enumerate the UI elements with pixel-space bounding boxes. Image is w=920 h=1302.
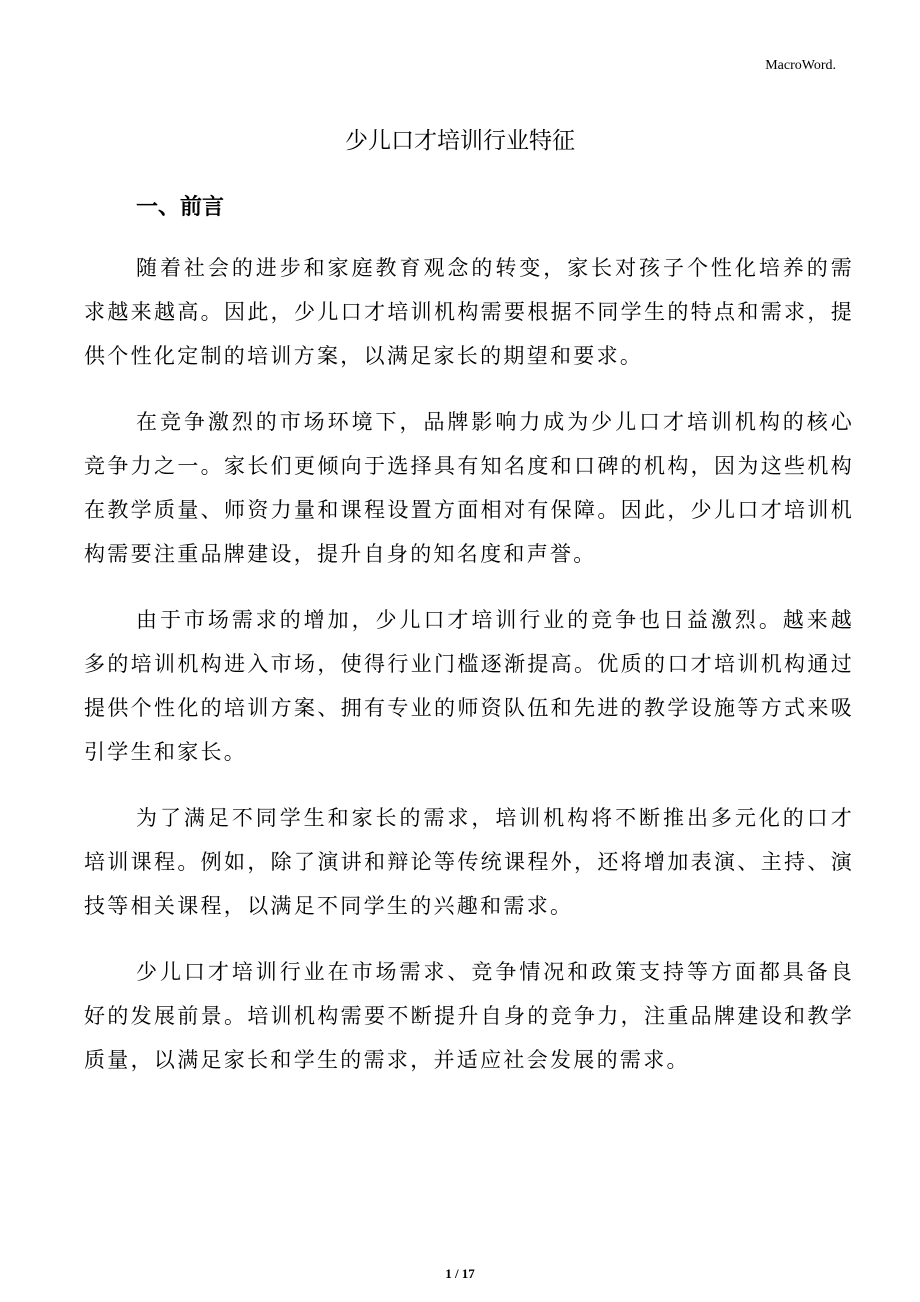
page-number: 1 / 17 — [445, 1266, 475, 1281]
paragraph-2: 在竞争激烈的市场环境下，品牌影响力成为少儿口才培训机构的核心竞争力之一。家长们更倾向于选择具有知名度和口碑的机构，因为这些机构在教学质量、师资力量和课程设置方面相对有保障。因此，少儿口才培训机构需要注重品牌建设，提升自身的知名度和声誉。 — [84, 410, 854, 566]
paragraph-5: 少儿口才培训行业在市场需求、竞争情况和政策支持等方面都具备良好的发展前景。培训机构需要不断提升自身的竞争力，注重品牌建设和教学质量，以满足家长和学生的需求，并适应社会发展的需求。 — [84, 960, 854, 1072]
section-heading-preface: 一、前言 — [136, 195, 225, 220]
paragraph-3: 由于市场需求的增加，少儿口才培训行业的竞争也日益激烈。越来越多的培训机构进入市场，使得行业门槛逐渐提高。优质的口才培训机构通过提供个性化的培训方案、拥有专业的师资队伍和先进的教学设施等方式来吸引学生和家长。 — [84, 608, 854, 764]
header-brand: MacroWord. — [765, 58, 836, 73]
document-body — [84, 246, 854, 1104]
document-title: 少儿口才培训行业特征 — [345, 128, 575, 154]
paragraph-4: 为了满足不同学生和家长的需求，培训机构将不断推出多元化的口才培训课程。例如，除了演讲和辩论等传统课程外，还将增加表演、主持、演技等相关课程，以满足不同学生的兴趣和需求。 — [84, 806, 854, 918]
paragraph-1: 随着社会的进步和家庭教育观念的转变，家长对孩子个性化培养的需求越来越高。因此，少儿口才培训机构需要根据不同学生的特点和需求，提供个性化定制的培训方案，以满足家长的期望和要求。 — [84, 256, 854, 368]
